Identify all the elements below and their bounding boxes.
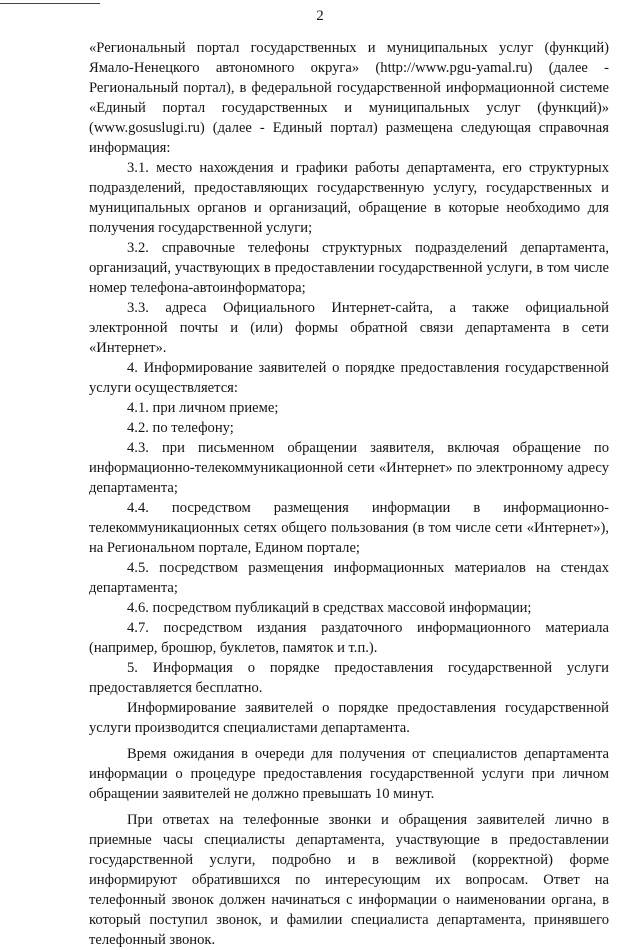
paragraph-4-6: 4.6. посредством публикаций в средствах массовой информации; bbox=[127, 600, 532, 616]
paragraph-4-4: 4.4. посредством размещения информации в информационно-телекоммуникационных сетях общего пользования (в том числе сети «Интернет»), на Региональном портале, Едином портале; bbox=[89, 500, 609, 556]
paragraph-4-3: 4.3. при письменном обращении заявителя, включая обращение по информационно-телекоммуникационной сети «Интернет» по электронному адресу департамента; bbox=[89, 440, 609, 496]
paragraph-3-3: 3.3. адреса Официального Интернет-сайта, а также официальной электронной почты и (или) формы обратной связи департамента в сети «Интернет». bbox=[89, 300, 609, 356]
paragraph-4-7: 4.7. посредством издания раздаточного информационного материала (например, брошюр, буклетов, памяток и т.п.). bbox=[89, 620, 609, 656]
paragraph-3-2: 3.2. справочные телефоны структурных подразделений департамента, организаций, участвующих в предоставлении государственной услуги, в том числе номер телефона-автоинформатора; bbox=[89, 240, 609, 296]
paragraph: «Региональный портал государственных и муниципальных услуг (функций) Ямало-Ненецкого автономного округа» (http://www.pgu-yamal.ru) (далее - Региональный портал), в федеральной государственной информационной системе «Единый портал государственных и муниципальных услуг (функций)» (www.gosuslugi.ru) (далее - Единый портал) размещена следующая справочная информация: bbox=[89, 40, 609, 156]
document-body bbox=[89, 38, 609, 950]
paragraph-3-1: 3.1. место нахождения и графики работы департамента, его структурных подразделений, предоставляющих государственную услугу, государственных и муниципальных органов и организаций, обращение в которые необходимо для получения государственной услуги; bbox=[89, 160, 609, 236]
paragraph-informing: Информирование заявителей о порядке предоставления государственной услуги производится специалистами департамента. bbox=[89, 700, 609, 736]
paragraph-4-2: 4.2. по телефону; bbox=[127, 420, 234, 436]
top-rule bbox=[0, 3, 100, 4]
paragraph-4: 4. Информирование заявителей о порядке предоставления государственной услуги осуществляется: bbox=[89, 360, 609, 396]
paragraph-5: 5. Информация о порядке предоставления государственной услуги предоставляется бесплатно. bbox=[89, 660, 609, 696]
page-number: 2 bbox=[316, 8, 324, 24]
paragraph-4-5: 4.5. посредством размещения информационных материалов на стендах департамента; bbox=[89, 560, 609, 596]
paragraph-waiting-time: Время ожидания в очереди для получения от специалистов департамента информации о процедуре предоставления государственной услуги при личном обращении заявителей не должно превышать 10 минут. bbox=[89, 746, 609, 802]
paragraph-phone-calls: При ответах на телефонные звонки и обращения заявителей лично в приемные часы специалисты департамента, участвующие в предоставлении государственной услуги, подробно и в вежливой (корректной) форме информируют обратившихся по интересующим их вопросам. Ответ на телефонный звонок должен начинаться с информации о наименовании органа, в который поступил звонок, и фамилии специалиста департамента, принявшего телефонный звонок. bbox=[89, 812, 609, 948]
paragraph-4-1: 4.1. при личном приеме; bbox=[127, 400, 279, 416]
